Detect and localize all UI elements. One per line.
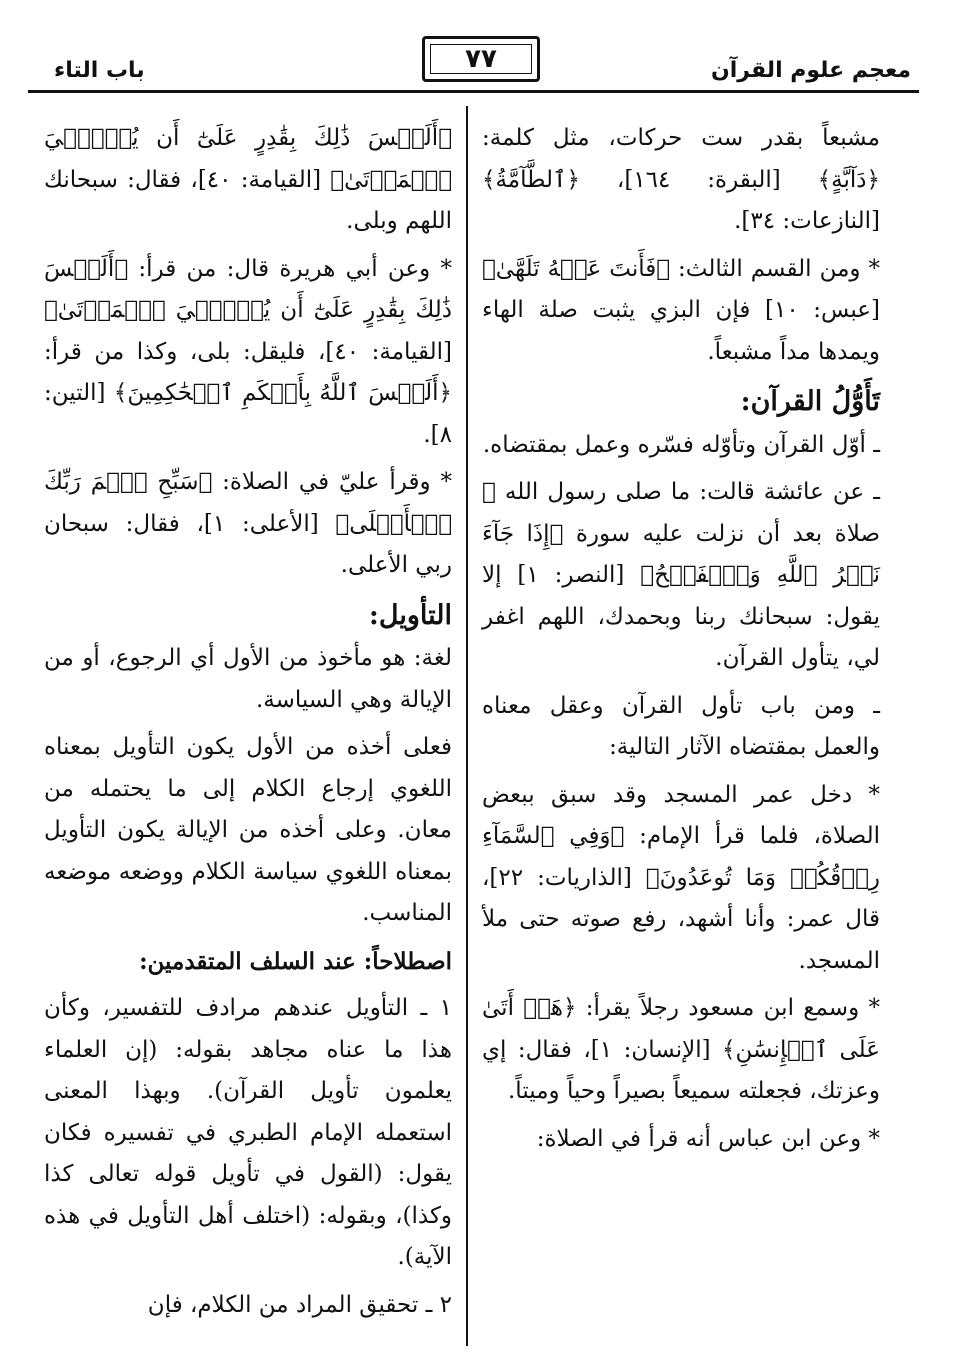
section-heading: التأويل: (368, 599, 452, 631)
paragraph: مشبعاً بقدر ست حركات، مثل كلمة: ﴿دَآبَّةٍ﴾ [البقرة: ١٦٤]، ﴿ٱلطَّآمَّةُ﴾ [النازعات: ٣٤]. (482, 125, 880, 234)
paragraph: ـ أوّل القرآن وتأوّله فسّره وعمل بمقتضاه. (482, 431, 880, 458)
paragraph: * وعن ابن عباس أنه قرأ في الصلاة: (536, 1125, 880, 1152)
right-column (482, 118, 880, 1166)
paragraph: * وسمع ابن مسعود رجلاً يقرأ: ﴿هَلۡ أَتَىٰ عَلَى ٱلۡإِنسَٰنِ﴾ [الإنسان: ١]، فقال: إي وعزتك، فجعلته سميعاً بصيراً وحياً وميتاً. (482, 995, 880, 1104)
page-number: ٧٧ (465, 44, 497, 74)
paragraph: ـ ومن باب تأول القرآن وعقل معناه والعمل بمقتضاه الآثار التالية: (482, 692, 880, 760)
header-rule (28, 90, 919, 93)
paragraph: اصطلاحاً: عند السلف المتقدمين: (139, 947, 452, 975)
section-title: باب التاء (54, 58, 145, 83)
column-divider (466, 106, 468, 1346)
paragraph: * وعن أبي هريرة قال: من قرأ: ﴿أَلَيۡسَ ذَٰلِكَ بِقَٰدِرٍ عَلَىٰٓ أَن يُحۡـِۧيَ ٱلۡمَوۡتَىٰ﴾ [القيامة: ٤٠]، فليقل: بلى، وكذا من قرأ: ﴿أَلَيۡسَ ٱللَّهُ بِأَحۡكَمِ ٱلۡحَٰكِمِينَ﴾ [التين: ٨]. (44, 255, 452, 448)
paragraph: * ومن القسم الثالث: ﴿فَأَنتَ عَنۡهُ تَلَهَّىٰ﴾ [عبس: ١٠] فإن البزي يثبت صلة الهاء ويمدها مداً مشبعاً. (482, 255, 880, 365)
left-column (44, 118, 452, 1332)
paragraph: ٢ ـ تحقيق المراد من الكلام، فإن (147, 1291, 452, 1318)
paragraph: ﴿أَلَيۡسَ ذَٰلِكَ بِقَٰدِرٍ عَلَىٰٓ أَن يُحۡـِۧيَ ٱلۡمَوۡتَىٰ﴾ [القيامة: ٤٠]، فقال: سبحانك اللهم وبلى. (44, 125, 452, 234)
paragraph: فعلى أخذه من الأول يكون التأويل بمعناه اللغوي إرجاع الكلام إلى ما يحتمله من معان. وعلى أخذه من الإيالة يكون التأويل بمعناه اللغوي سياسة الكلام ووضعه موضعه المناسب. (44, 734, 452, 926)
page-number-frame (422, 36, 540, 82)
paragraph: ١ ـ التأويل عندهم مرادف للتفسير، وكأن هذا ما عناه مجاهد بقوله: (إن العلماء يعلمون تأويل القرآن). وبهذا المعنى استعمله الإمام الطبري في تفسيره فكان يقول: (القول في تأويل قوله تعالى كذا وكذا)، وبقوله: (اختلف أهل التأويل في هذه الآية). (44, 995, 452, 1270)
paragraph: لغة: هو مأخوذ من الأول أي الرجوع، أو من الإيالة وهي السياسة. (44, 645, 452, 713)
book-title: معجم علوم القرآن (710, 58, 911, 83)
paragraph: * وقرأ عليّ في الصلاة: ﴿سَبِّحِ ٱسۡمَ رَبِّكَ ٱلۡأَعۡلَى﴾ [الأعلى: ١]، فقال: سبحان ربي الأعلى. (44, 469, 452, 578)
section-heading: تَأَوُّلُ القرآن: (740, 386, 880, 417)
paragraph: * دخل عمر المسجد وقد سبق ببعض الصلاة، فلما قرأ الإمام: ﴿وَفِي ٱلسَّمَآءِ رِزۡقُكُمۡ وَمَا تُوعَدُونَ﴾ [الذاريات: ٢٢]، قال عمر: وأنا أشهد، رفع صوته حتى ملأ المسجد. (482, 781, 880, 974)
paragraph: ـ عن عائشة قالت: ما صلى رسول الله ﷺ صلاة بعد أن نزلت عليه سورة ﴿إِذَا جَآءَ نَصۡرُ ٱللَّهِ وَٱلۡفَتۡحُ﴾ [النصر: ١] إلا يقول: سبحانك ربنا وبحمدك، اللهم اغفر لي، يتأول القرآن. (482, 479, 880, 671)
